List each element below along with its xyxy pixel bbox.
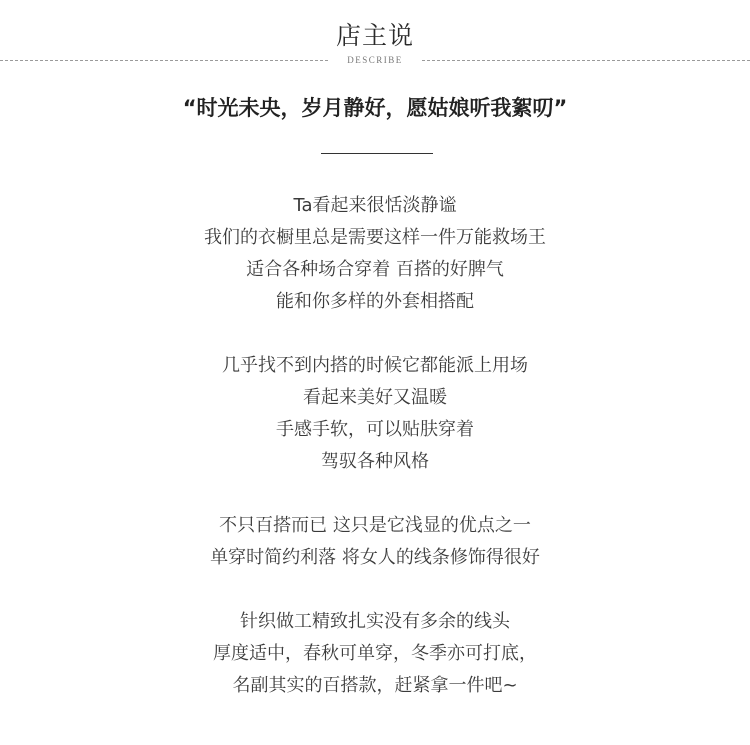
paragraph-2 [0, 350, 750, 478]
paragraph-line: 手感手软，可以贴肤穿着 [276, 419, 474, 440]
paragraph-line: 能和你多样的外套相搭配 [276, 291, 474, 312]
paragraph-line: 单穿时简约利落 将女人的线条修饰得很好 [210, 547, 540, 568]
left-dashed-divider [0, 60, 328, 61]
quote-underline [321, 153, 433, 154]
paragraph-line: 不只百搭而已 这只是它浅显的优点之一 [219, 515, 531, 536]
paragraph-line: 厚度适中，春秋可单穿，冬季亦可打底， [213, 643, 537, 664]
paragraph-line: 适合各种场合穿着 百搭的好脾气 [246, 259, 504, 280]
paragraph-1 [0, 190, 750, 318]
section-subtitle: DESCRIBE [347, 55, 403, 65]
paragraph-line: 名副其实的百搭款，赶紧拿一件吧~ [232, 675, 518, 696]
section-title: 店主说 [335, 21, 414, 50]
paragraph-3 [0, 510, 750, 574]
right-dashed-divider [422, 60, 750, 61]
paragraph-line: 驾驭各种风格 [321, 451, 429, 472]
paragraph-4 [0, 606, 750, 702]
quote-heading: “时光未央，岁月静好，愿姑娘听我絮叨” [182, 96, 568, 120]
description-body [0, 190, 750, 734]
paragraph-line: Ta看起来很恬淡静谧 [293, 195, 457, 216]
paragraph-line: 针织做工精致扎实没有多余的线头 [240, 611, 510, 632]
paragraph-line: 几乎找不到内搭的时候它都能派上用场 [222, 355, 528, 376]
paragraph-line: 我们的衣橱里总是需要这样一件万能救场王 [204, 227, 546, 248]
paragraph-line: 看起来美好又温暖 [303, 387, 447, 408]
